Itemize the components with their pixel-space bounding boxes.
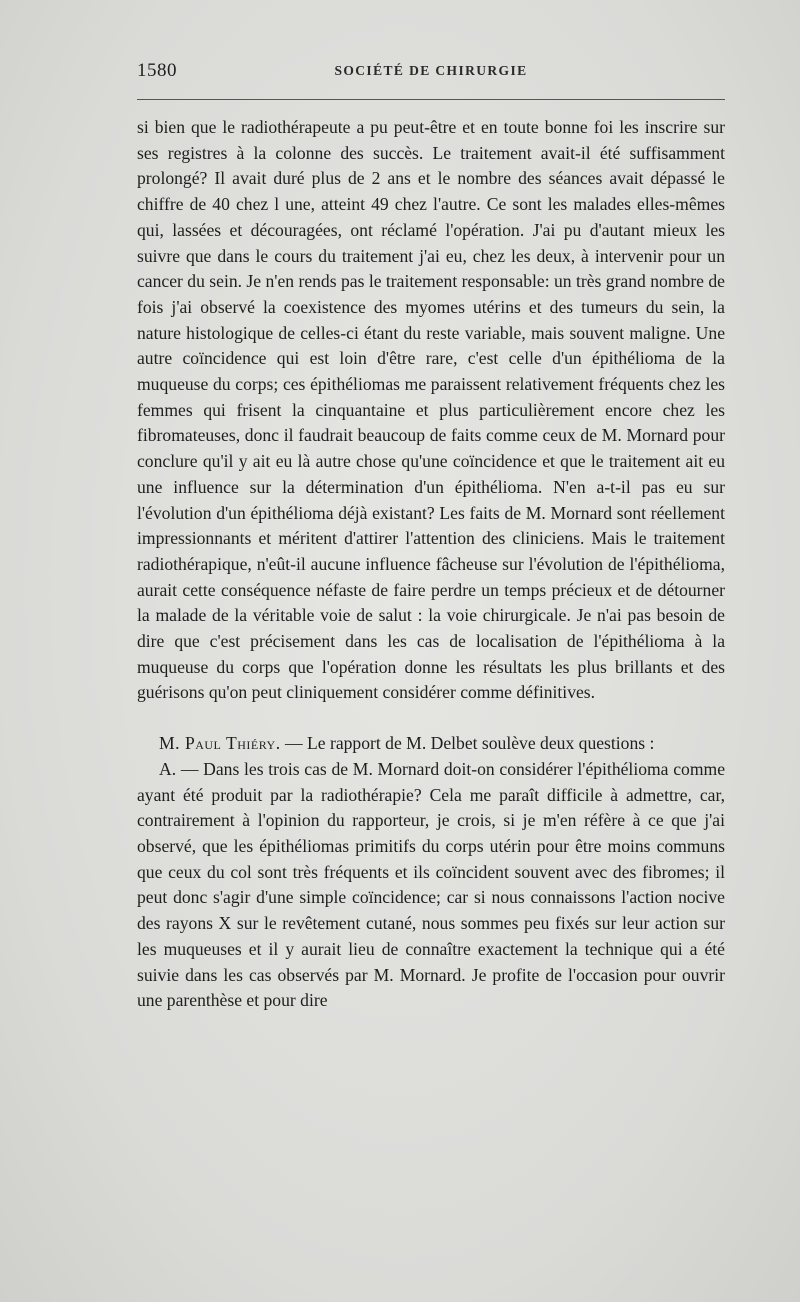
header-rule <box>137 99 725 100</box>
paragraph-question-a: A. — Dans les trois cas de M. Mornard doit-on considérer l'épithélioma comme ayant été produit par la radiothérapie? Cela me paraît difficile à admettre, car, contrairement à l'opinion du rapporteur, je crois, si je m'en réfère à ce que j'ai observé, que les épithéliomas primitifs du corps utérin pour être moins communs que ceux du col sont très fréquents et ils coïncident souvent avec des fibromes; il peut donc s'agir d'une simple coïncidence; car si nous connaissons l'action nocive des rayons X sur le revêtement cutané, nous sommes peu fixés sur leur action sur les muqueuses et il y aurait lieu de connaître exactement la technique qui a été suivie dans les cas observés par M. Mornard. Je profite de l'occasion pour ouvrir une parenthèse et pour dire <box>137 758 725 1011</box>
paragraph-continuation: si bien que le radiothérapeute a pu peut-être et en toute bonne foi les inscrire sur ses registres à la colonne des succès. Le traitement avait-il été suffisamment prolongé? Il avait duré plus de 2 ans et le nombre des séances avait dépassé le chiffre de 40 chez l une, atteint 49 chez l'autre. Ce sont les malades elles-mêmes qui, lassées et découragées, ont réclamé l'opération. J'ai pu d'autant mieux les suivre que dans le cours du traitement j'ai eu, chez les deux, à intervenir pour un cancer du sein. Je n'en rends pas le traitement responsable: un très grand nombre de fois j'ai observé la coexistence des myomes utérins et des tumeurs du sein, la nature histologique de celles-ci étant du reste variable, mais souvent maligne. Une autre coïncidence qui est loin d'être rare, c'est celle d'un épithélioma de la muqueuse du corps; ces épithéliomas me paraissent relativement fréquents chez les femmes qui frisent la cinquantaine et plus particulièrement encore chez les fibromateuses, donc il faudrait beaucoup de faits comme ceux de M. Mornard pour conclure qu'il y ait eu là autre chose qu'une coïncidence et que le traitement ait eu une influence sur la détermination d'un épithélioma. N'en a-t-il pas eu sur l'évolution d'un épithélioma déjà existant? Les faits de M. Mornard sont réellement impressionnants et méritent d'attirer l'attention des cliniciens. Mais le traitement radiothérapique, n'eût-il aucune influence fâcheuse sur l'évolution de l'épithélioma, aurait cette conséquence néfaste de faire perdre un temps précieux et de détourner la malade de la véritable voie de salut : la voie chirurgicale. Je n'ai pas besoin de dire que c'est précisement dans les cas de localisation de l'épithélioma à la muqueuse du corps que l'opération donne les résultats les plus brillants et des guérisons qu'on peut cliniquement considérer comme définitives. <box>137 117 725 703</box>
speaker-name: M. Paul Thiéry. <box>159 733 281 754</box>
page-number: 1580 <box>137 60 177 81</box>
body-text <box>137 115 725 1014</box>
page-header <box>137 60 725 84</box>
paragraph-thiery-intro <box>137 731 725 757</box>
paragraph-thiery-intro-text: — Le rapport de M. Delbet soulève deux questions : <box>280 733 655 754</box>
running-title: SOCIÉTÉ DE CHIRURGIE <box>334 63 528 78</box>
